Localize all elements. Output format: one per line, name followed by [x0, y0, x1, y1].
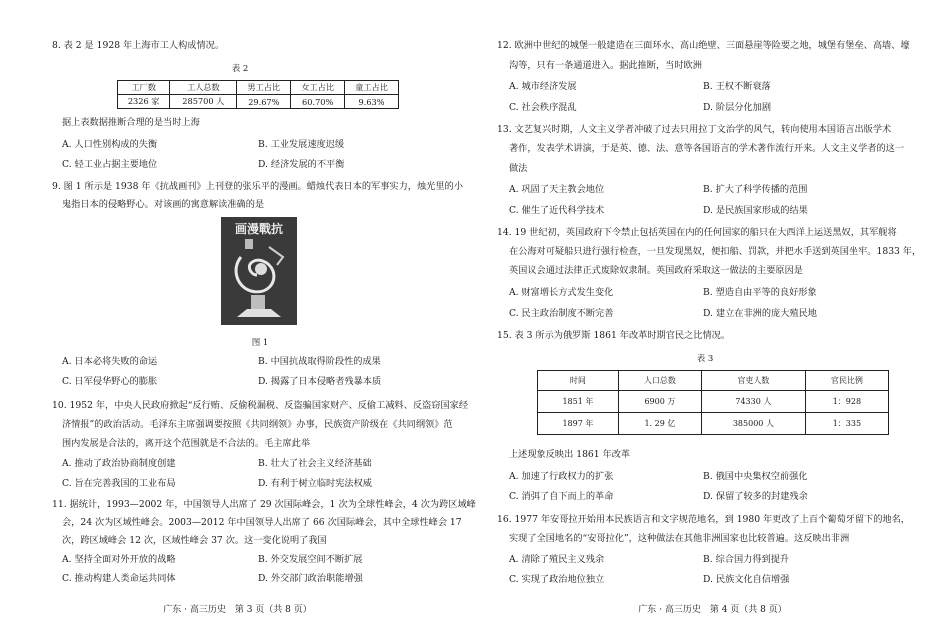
table2-cell: 60.70% — [291, 95, 345, 109]
right-page-footer: 广东 · 高三历史 第 4 页（共 8 页） — [638, 605, 787, 615]
table3-cell: 1851 年 — [538, 391, 619, 413]
table2-header: 工人总数 — [170, 81, 237, 95]
q11-line1: 11. 据统计，1993—2002 年，中国领导人出席了 29 次国际峰会，1 次为全球性峰会，4 次为跨区域峰 — [52, 499, 476, 510]
q16-line2: 实现了全国地名的“安哥拉化”，这种做法在其他非洲国家也比较普遍。这反映出非洲 — [509, 533, 850, 544]
q8-option-d: D. 经济发展的不平衡 — [258, 159, 345, 170]
q9-option-b: B. 中国抗战取得阶段性的成果 — [258, 356, 381, 367]
table3-cell: 74330 人 — [702, 391, 806, 413]
q15-option-a: A. 加速了行政权力的扩张 — [509, 471, 614, 482]
q12-option-b: B. 王权不断衰落 — [703, 81, 771, 92]
q10-line3: 围内发展是合法的，离开这个范围就是不合法的。毛主席此举 — [62, 438, 311, 449]
q8-option-a: A. 人口性别构成的失衡 — [62, 139, 158, 150]
table3-cell: 6900 万 — [618, 391, 701, 413]
q9-option-a: A. 日本必将失败的命运 — [62, 356, 158, 367]
q11-option-d: D. 外交部门政治职能增强 — [258, 573, 363, 584]
table2-header: 童工占比 — [345, 81, 399, 95]
cartoon-figure-1 — [221, 217, 297, 325]
q14-line1: 14. 19 世纪初，英国政府下令禁止包括英国在内的任何国家的船只在大西洋上运送黑奴，其军舰将 — [497, 227, 897, 238]
q10-option-a: A. 推动了政治协商制度创建 — [62, 458, 176, 469]
poster-title: 画漫戰抗 — [234, 222, 283, 236]
q10-option-d: D. 有利于树立临时宪法权威 — [258, 478, 372, 489]
q14-line3: 英国议会通过法律正式废除奴隶制。英国政府采取这一做法的主要原因是 — [509, 265, 803, 276]
q12-option-a: A. 城市经济发展 — [509, 81, 577, 92]
table2-header: 女工占比 — [291, 81, 345, 95]
table2-cell: 9.63% — [345, 95, 399, 109]
table3-caption: 表 3 — [696, 354, 714, 364]
q10-option-b: B. 壮大了社会主义经济基础 — [258, 458, 372, 469]
q15-option-c: C. 消弭了自下而上的革命 — [509, 491, 614, 502]
q11-option-c: C. 推动构建人类命运共同体 — [62, 573, 176, 584]
q8-option-b: B. 工业发展速度迟缓 — [258, 139, 345, 150]
table3-header: 人口总数 — [618, 371, 701, 391]
q16-option-a: A. 清除了殖民主义残余 — [509, 554, 605, 565]
table3-header: 官民比例 — [805, 371, 888, 391]
table3-cell: 1. 29 亿 — [618, 413, 701, 435]
q8-stem: 8. 表 2 是 1928 年上海市工人构成情况。 — [52, 40, 225, 51]
q16-option-b: B. 综合国力得到提升 — [703, 554, 790, 565]
q12-line2: 沟等，只有一条通道进入。据此推断，当时欧洲 — [509, 60, 702, 71]
table2-header: 工厂数 — [118, 81, 170, 95]
q13-option-b: B. 扩大了科学传播的范围 — [703, 184, 808, 195]
table3-cell: 1：335 — [805, 413, 888, 435]
left-page-footer: 广东 · 高三历史 第 3 页（共 8 页） — [163, 605, 312, 615]
q13-line1: 13. 文艺复兴时期，人文主义学者冲破了过去只用拉丁文治学的风气，转向使用本国语言出版学术 — [497, 124, 892, 135]
q11-option-a: A. 坚持全面对外开放的战略 — [62, 554, 176, 565]
q8-question: 据上表数据推断合理的是当时上海 — [62, 117, 200, 128]
q9-line1: 9. 图 1 所示是 1938 年《抗战画刊》上刊登的张乐平的漫画。蜡烛代表日本的军事实力，烛光里的小 — [52, 181, 463, 192]
q10-line2: 济情报”的政治活动。毛泽东主席强调要按照《共同纲领》办事，民族资产阶级在《共同纲领》范 — [62, 419, 453, 430]
table-2 — [117, 80, 399, 109]
q12-option-c: C. 社会秩序混乱 — [509, 102, 577, 113]
table2-header: 男工占比 — [237, 81, 291, 95]
q14-option-d: D. 建立在非洲的庞大殖民地 — [703, 308, 817, 319]
q9-line2: 鬼指日本的侵略野心。对该画的寓意解读准确的是 — [62, 199, 265, 210]
q14-option-b: B. 塑造自由平等的良好形象 — [703, 287, 817, 298]
q12-line1: 12. 欧洲中世纪的城堡一般建造在三面环水、高山绝壁、三面悬崖等险要之地，城堡有堡垒、高墙、壕 — [497, 40, 910, 51]
q12-option-d: D. 阶层分化加剧 — [703, 102, 772, 113]
q8-option-c: C. 轻工业占据主要地位 — [62, 159, 158, 170]
q13-option-a: A. 巩固了天主教会地位 — [509, 184, 605, 195]
q11-option-b: B. 外交发展空间不断扩展 — [258, 554, 363, 565]
figure1-caption: 图 1 — [251, 338, 269, 348]
q15-option-b: B. 俄国中央集权空前强化 — [703, 471, 808, 482]
table3-cell: 385000 人 — [702, 413, 806, 435]
table-3 — [537, 370, 889, 435]
q11-line2: 会，24 次为区域性峰会。2003—2012 年中国领导人出席了 66 次国际峰会，其中全球性峰会 17 — [62, 517, 462, 528]
q10-option-c: C. 旨在完善我国的工业布局 — [62, 478, 176, 489]
table3-cell: 1：928 — [805, 391, 888, 413]
q13-line3: 做法 — [509, 163, 528, 174]
table3-header: 官吏人数 — [702, 371, 806, 391]
q11-line3: 次，跨区域峰会 12 次，区域性峰会 37 次。这一变化说明了我国 — [62, 535, 327, 546]
q13-option-c: C. 催生了近代科学技术 — [509, 205, 605, 216]
table2-cell: 2326 家 — [118, 95, 170, 109]
q13-line2: 著作，发表学术讲演，于是英、德、法、意等各国语言的学术著作流行开来。人文主义学者的这一 — [509, 143, 905, 154]
q14-option-a: A. 财富增长方式发生变化 — [509, 287, 614, 298]
q14-option-c: C. 民主政治制度不断完善 — [509, 308, 614, 319]
table2-cell: 29.67% — [237, 95, 291, 109]
q15-stem: 15. 表 3 所示为俄罗斯 1861 年改革时期官民之比情况。 — [497, 330, 731, 341]
table2-caption: 表 2 — [231, 64, 249, 74]
cartoon-illustration — [221, 217, 297, 325]
q16-line1: 16. 1977 年安哥拉开始用本民族语言和文字规范地名，到 1980 年更改了上百个葡萄牙留下的地名， — [497, 514, 910, 525]
table3-header: 时间 — [538, 371, 619, 391]
q9-option-c: C. 日军侵华野心的膨胀 — [62, 376, 158, 387]
table3-cell: 1897 年 — [538, 413, 619, 435]
q15-option-d: D. 保留了较多的封建残余 — [703, 491, 808, 502]
q9-option-d: D. 揭露了日本侵略者残暴本质 — [258, 376, 382, 387]
q13-option-d: D. 是民族国家形成的结果 — [703, 205, 808, 216]
q14-line2: 在公海对可疑船只进行强行检查，一旦发现黑奴，便扣船、罚款，并把水手送到英国坐牢。1833 年， — [509, 246, 922, 257]
q16-option-c: C. 实现了政治地位独立 — [509, 574, 605, 585]
q15-question: 上述现象反映出 1861 年改革 — [509, 449, 631, 460]
q16-option-d: D. 民族文化自信增强 — [703, 574, 790, 585]
table2-cell: 285700 人 — [170, 95, 237, 109]
q10-line1: 10. 1952 年，中央人民政府掀起“反行贿、反偷税漏税、反盗骗国家财产、反偷工减料、反盗窃国家经 — [52, 400, 469, 411]
right-page — [475, 0, 950, 631]
